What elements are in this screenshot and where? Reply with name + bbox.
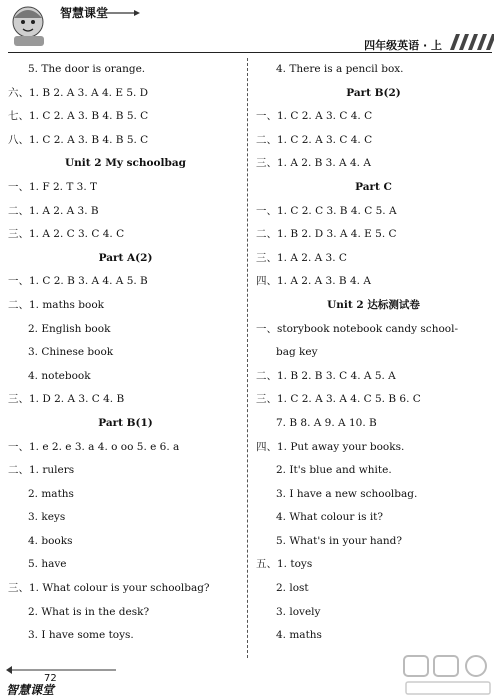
answer-line: 六、1. B 2. A 3. A 4. E 5. D	[8, 86, 149, 99]
answer-line: 一、storybook notebook candy school-	[256, 322, 459, 335]
footer-line-icon	[6, 666, 116, 674]
answer-line: 二、1. C 2. A 3. C 4. C	[256, 133, 373, 146]
header-brand: 智慧课堂	[60, 6, 109, 20]
answer-line: 7. B 8. A 9. A 10. B	[276, 416, 377, 429]
answer-line: 二、1. rulers	[8, 464, 75, 477]
section-heading: Part B(1)	[98, 416, 153, 429]
answer-line: 三、1. C 2. A 3. A 4. C 5. B 6. C	[256, 393, 421, 406]
mascot-logo-icon	[8, 2, 50, 48]
header-rule	[8, 52, 492, 53]
answer-line: 四、1. Put away your books.	[256, 440, 405, 453]
answer-line: 4. What colour is it?	[276, 511, 384, 524]
answer-line: 3. Chinese book	[28, 346, 114, 359]
section-heading: Part B(2)	[346, 86, 401, 99]
grade-label: 四年级英语 · 上	[364, 39, 442, 52]
answer-line: 一、1. C 2. C 3. B 4. C 5. A	[256, 204, 397, 217]
answer-line: 3. I have some toys.	[28, 629, 134, 642]
answer-line: 一、1. F 2. T 3. T	[8, 180, 98, 193]
answer-line: 4. notebook	[28, 369, 91, 382]
footer-brand: 智慧课堂	[6, 683, 55, 697]
answer-line: 一、1. C 2. B 3. A 4. A 5. B	[8, 275, 148, 288]
answer-line: 三、1. What colour is your schoolbag?	[8, 582, 210, 595]
answer-line: 八、1. C 2. A 3. B 4. B 5. C	[8, 133, 149, 146]
answer-line: 一、1. C 2. A 3. C 4. C	[256, 110, 373, 123]
answer-line: 2. What is in the desk?	[28, 605, 150, 618]
page-number: 72	[44, 673, 57, 684]
answer-line: 一、1. e 2. e 3. a 4. o oo 5. e 6. a	[8, 440, 180, 453]
left-column	[8, 58, 243, 648]
answer-line: 三、1. A 2. C 3. C 4. C	[8, 228, 125, 241]
stripes-decoration-icon	[450, 34, 494, 50]
answer-line: 二、1. B 2. B 3. C 4. A 5. A	[256, 369, 396, 382]
answer-line: 七、1. C 2. A 3. B 4. B 5. C	[8, 110, 149, 123]
answer-line: 二、1. B 2. D 3. A 4. E 5. C	[256, 228, 397, 241]
column-divider	[247, 58, 248, 658]
arrow-decoration-icon	[104, 10, 140, 16]
section-heading: Part A(2)	[98, 251, 153, 264]
answer-line: 二、1. maths book	[8, 298, 105, 311]
answer-line: 5. The door is orange.	[28, 63, 146, 75]
answer-line: 2. English book	[28, 322, 111, 335]
answer-line: 4. There is a pencil box.	[276, 63, 404, 75]
answer-line: 3. I have a new schoolbag.	[276, 487, 418, 500]
answer-line: 3. lovely	[276, 605, 321, 618]
answer-line: 5. have	[28, 558, 67, 571]
answer-line: 二、1. A 2. A 3. B	[8, 204, 99, 217]
section-heading: Part C	[355, 180, 392, 193]
page-header	[0, 0, 500, 52]
answer-line: bag key	[276, 346, 318, 359]
answer-line: 三、1. A 2. B 3. A 4. A	[256, 157, 371, 170]
answer-line: 4. books	[28, 534, 73, 547]
right-column	[256, 58, 491, 648]
answer-line: 2. lost	[276, 582, 309, 595]
answer-line: 2. It's blue and white.	[276, 464, 392, 477]
watermark-logo-icon	[402, 654, 494, 698]
page-footer	[0, 660, 500, 700]
answer-line: 四、1. A 2. A 3. B 4. A	[256, 275, 371, 288]
section-heading: Unit 2 My schoolbag	[64, 157, 187, 170]
answer-line: 3. keys	[28, 511, 66, 524]
answer-line: 三、1. A 2. A 3. C	[256, 251, 347, 264]
section-heading: Unit 2 达标测试卷	[327, 298, 420, 311]
answer-line: 2. maths	[28, 487, 74, 500]
answer-line: 五、1. toys	[256, 558, 313, 571]
answer-line: 三、1. D 2. A 3. C 4. B	[8, 393, 125, 406]
answer-line: 5. What's in your hand?	[276, 534, 402, 547]
answer-line: 4. maths	[276, 629, 322, 642]
